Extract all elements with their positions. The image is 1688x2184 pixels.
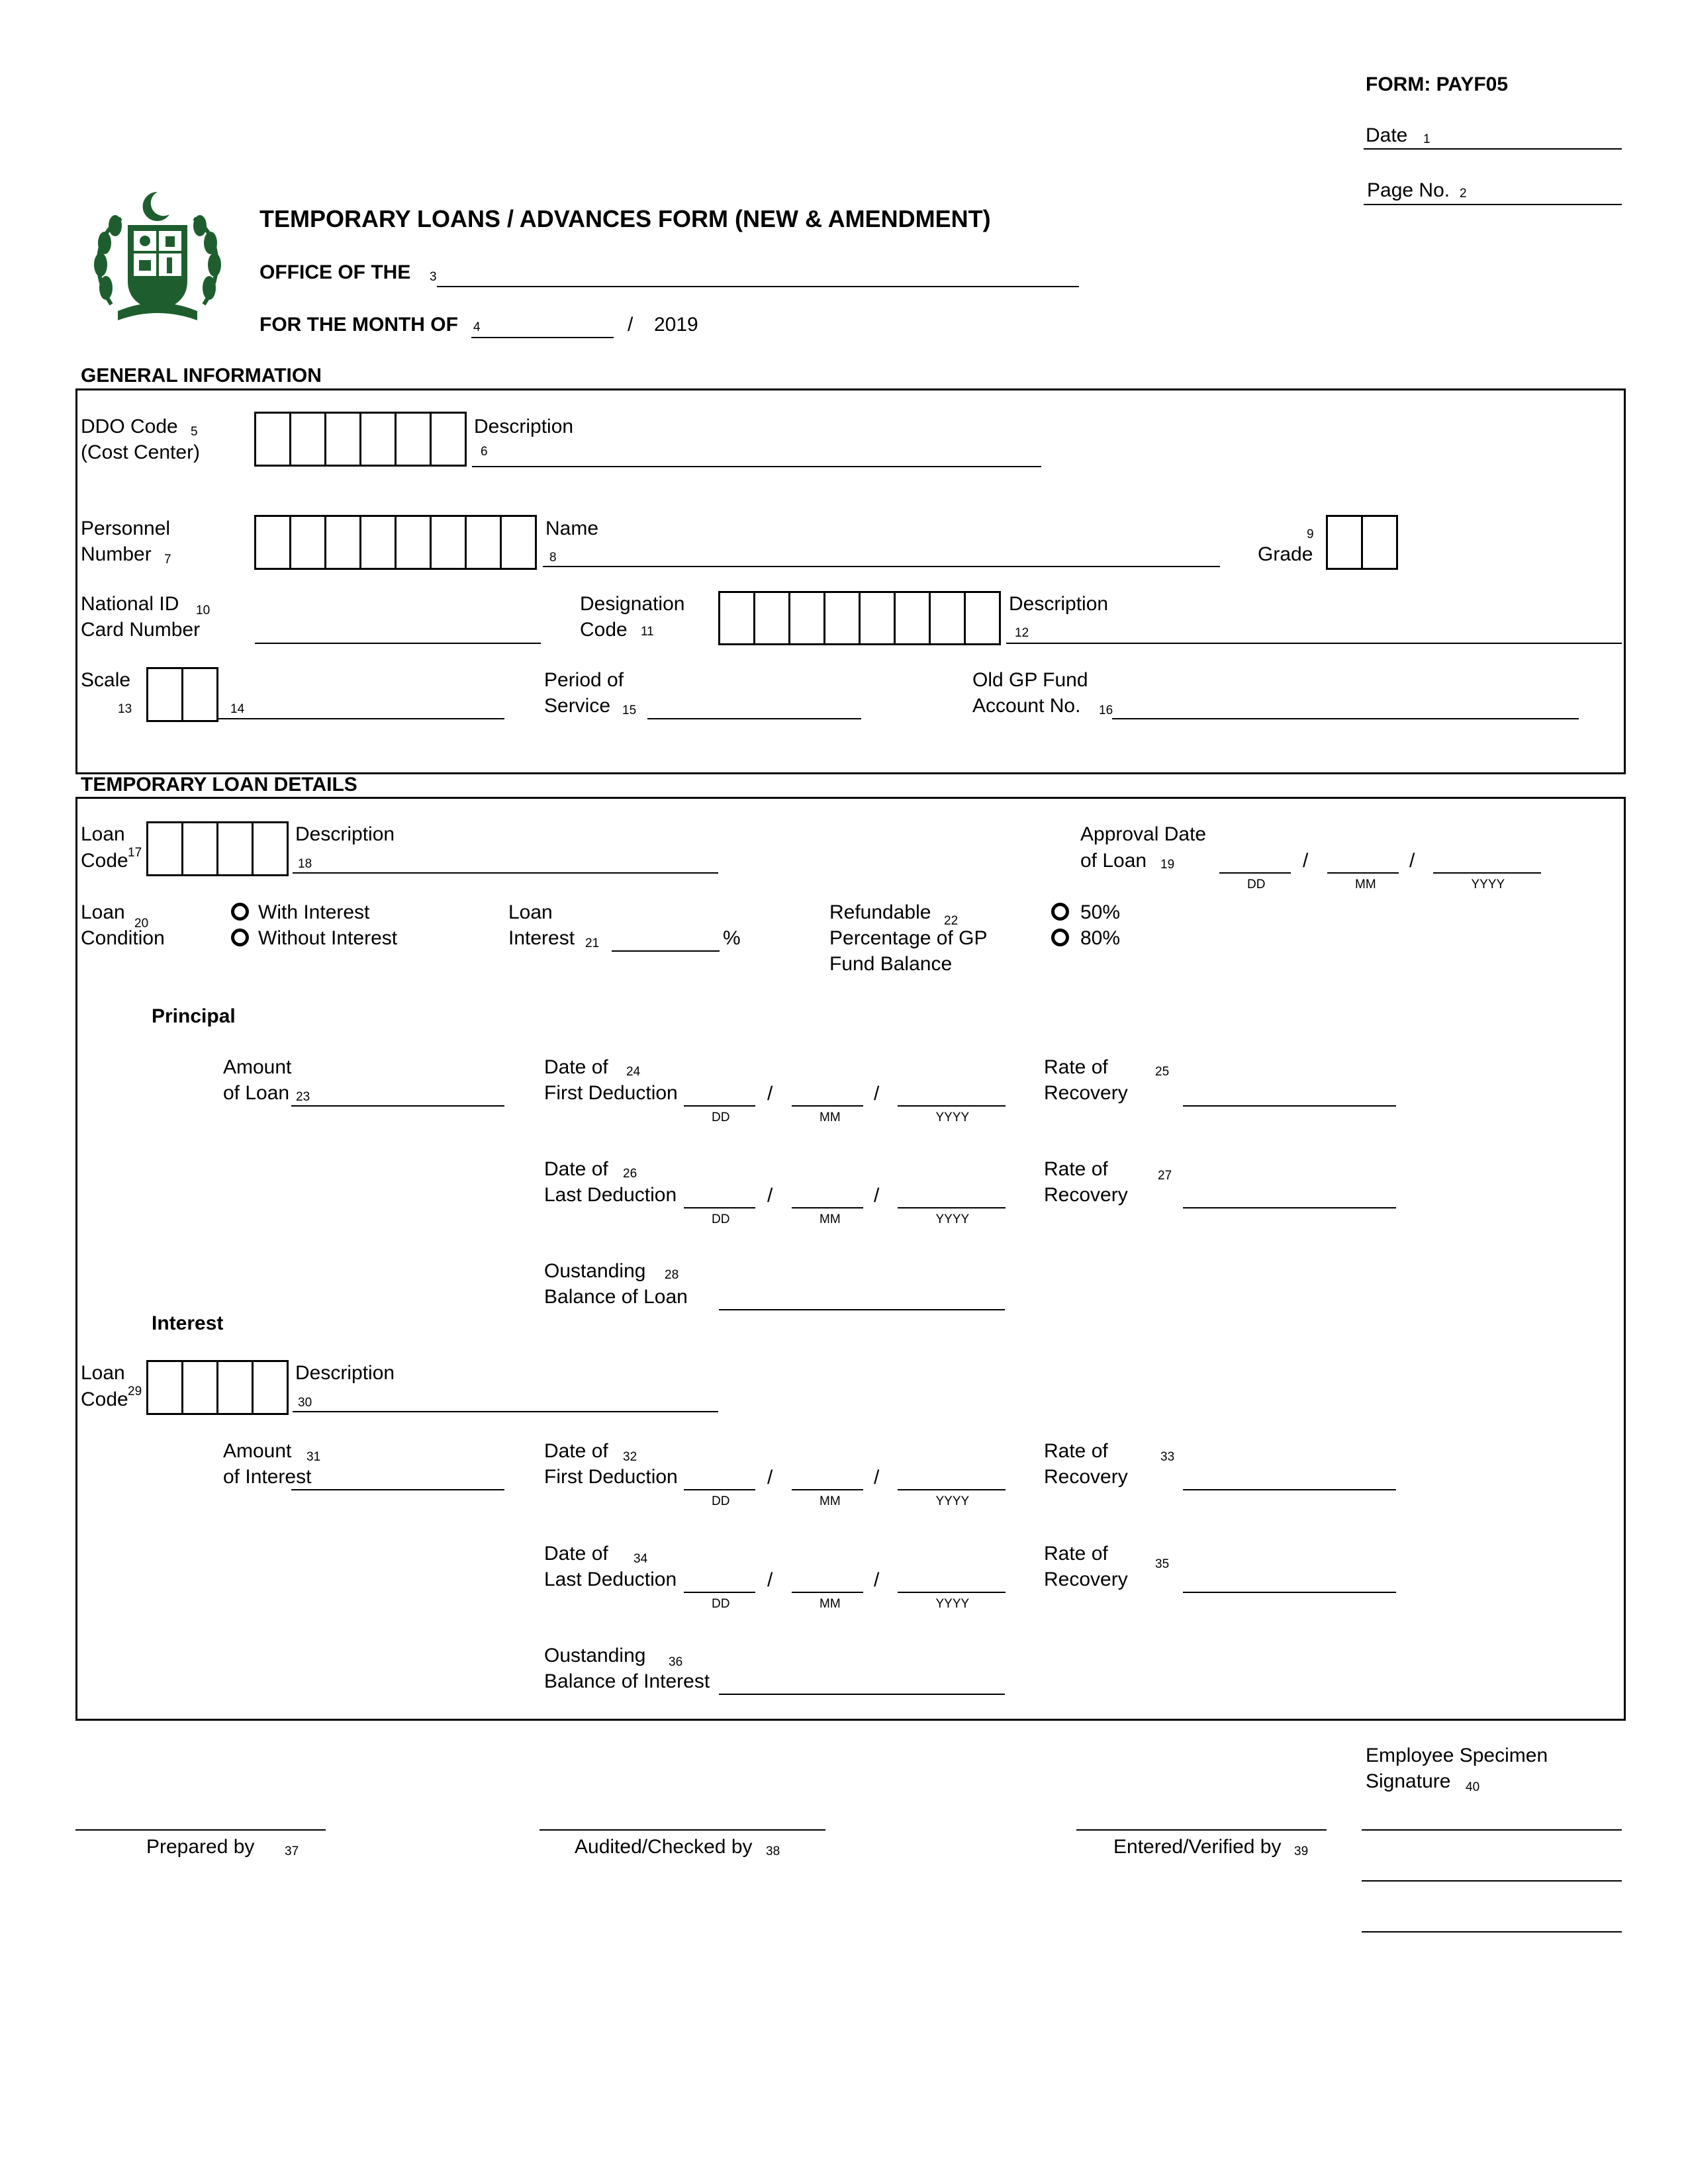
entered-by-label: Entered/Verified by (1113, 1836, 1282, 1858)
interest-rate-2-recovery: Recovery (1044, 1569, 1128, 1590)
date-yyyy-line[interactable] (898, 1489, 1006, 1490)
ddo-code-label: DDO Code (81, 416, 178, 437)
scale-label: Scale (81, 669, 131, 691)
page-no-ref: 2 (1460, 187, 1467, 201)
loan-condition-label-2: Condition (81, 927, 165, 949)
interest-last-date-ref: 34 (633, 1552, 648, 1566)
prepared-by-label: Prepared by (146, 1836, 255, 1858)
amount-of-loan-label-2: of Loan (223, 1082, 290, 1104)
interest-description-line[interactable] (293, 1411, 718, 1412)
loan-code-label: Loan (81, 823, 125, 845)
audited-by-ref: 38 (766, 1844, 780, 1858)
ddo-code-cell[interactable] (289, 412, 326, 467)
date-dd-caption: DD (712, 1111, 730, 1124)
date-mm-line[interactable] (792, 1489, 863, 1490)
interest-loan-code-cell[interactable] (146, 1360, 183, 1415)
ddo-description-line[interactable] (472, 466, 1041, 467)
principal-rate-1-line[interactable] (1183, 1105, 1396, 1107)
interest-first-date-ref: 32 (623, 1450, 637, 1464)
date-slash: / (767, 1467, 773, 1488)
loan-condition-ref: 20 (134, 917, 149, 931)
date-mm-caption: MM (820, 1111, 841, 1124)
personnel-number-cell[interactable] (430, 515, 467, 570)
gp-fund-ref: 16 (1099, 704, 1113, 717)
designation-code-cell[interactable] (753, 591, 790, 645)
principal-rate-1-label: Rate of (1044, 1056, 1108, 1078)
card-number-label: Card Number (81, 619, 201, 641)
amount-of-interest-line[interactable] (291, 1489, 504, 1490)
designation-description-ref: 12 (1015, 626, 1029, 640)
interest-rate-1-line[interactable] (1183, 1489, 1396, 1490)
interest-loan-code-label-2: Code (81, 1388, 128, 1410)
gp-fund-account-line[interactable] (1112, 718, 1579, 719)
with-interest-radio[interactable] (231, 903, 249, 921)
amount-of-interest-ref: 31 (306, 1450, 321, 1464)
loan-interest-label-2: Interest (508, 927, 575, 949)
fund-balance-label: Fund Balance (829, 953, 953, 975)
interest-description-label: Description (295, 1362, 395, 1384)
interest-first-deduction-label: First Deduction (544, 1466, 678, 1488)
date-slash: / (767, 1083, 773, 1105)
scale-cell[interactable] (181, 667, 218, 722)
outstanding-interest-label: Oustanding (544, 1645, 646, 1666)
account-no-label: Account No. (972, 695, 1081, 717)
designation-code-cell[interactable] (788, 591, 825, 645)
date-ref: 1 (1423, 132, 1430, 146)
designation-ref: 11 (641, 625, 654, 639)
interest-rate-1-recovery: Recovery (1044, 1466, 1128, 1488)
date-dd-line[interactable] (684, 1207, 755, 1208)
date-slash: / (767, 1569, 773, 1591)
outstanding-interest-ref: 36 (669, 1655, 683, 1669)
principal-first-date-ref: 24 (626, 1065, 641, 1079)
loan-interest-ref: 21 (585, 936, 600, 950)
with-interest-label: With Interest (258, 901, 370, 923)
amount-of-loan-label: Amount (223, 1056, 292, 1078)
principal-heading: Principal (152, 1005, 236, 1027)
of-loan-label: of Loan (1080, 850, 1147, 872)
designation-code-cell[interactable] (718, 591, 755, 645)
interest-heading: Interest (152, 1312, 224, 1334)
month-label: FOR THE MONTH OF (259, 314, 458, 336)
designation-code-cell[interactable] (823, 591, 861, 645)
interest-rate-1-ref: 33 (1160, 1450, 1175, 1464)
grade-label: Grade (1258, 543, 1313, 565)
interest-rate-2-line[interactable] (1183, 1592, 1396, 1593)
principal-last-date-label: Date of (544, 1158, 608, 1180)
audited-by-label: Audited/Checked by (575, 1836, 753, 1858)
refundable-label: Refundable (829, 901, 931, 923)
period-ref: 15 (622, 704, 637, 717)
date-slash: / (874, 1569, 880, 1591)
grade-cell[interactable] (1361, 515, 1398, 570)
interest-loan-code-cell[interactable] (252, 1360, 289, 1415)
name-ref: 8 (549, 551, 557, 565)
grade-ref: 9 (1307, 527, 1314, 541)
date-yyyy-caption: YYYY (935, 1494, 970, 1508)
loan-interest-label: Loan (508, 901, 553, 923)
without-interest-radio[interactable] (231, 929, 249, 946)
designation-description-line[interactable] (1006, 643, 1622, 644)
date-yyyy-line[interactable] (898, 1207, 1006, 1208)
refund-50-radio[interactable] (1051, 903, 1069, 921)
scale-description-line[interactable] (218, 718, 504, 719)
refund-50-label: 50% (1080, 901, 1121, 923)
national-id-line[interactable] (255, 643, 541, 644)
without-interest-label: Without Interest (258, 927, 398, 949)
principal-rate-2-ref: 27 (1158, 1169, 1172, 1183)
amount-of-loan-ref: 23 (296, 1090, 310, 1104)
interest-last-date-label: Date of (544, 1543, 608, 1565)
outstanding-loan-ref: 28 (665, 1268, 679, 1282)
date-mm-line[interactable] (1327, 872, 1399, 874)
scale-ref: 13 (118, 702, 132, 716)
loan-details-heading: TEMPORARY LOAN DETAILS (81, 774, 357, 796)
principal-rate-1-ref: 25 (1155, 1065, 1170, 1079)
date-mm-line[interactable] (792, 1207, 863, 1208)
interest-loan-code-label: Loan (81, 1362, 125, 1384)
date-yyyy-caption: YYYY (935, 1212, 970, 1226)
loan-description-label: Description (295, 823, 395, 845)
refund-80-radio[interactable] (1051, 929, 1069, 946)
date-mm-caption: MM (1355, 878, 1376, 891)
balance-of-loan-line[interactable] (719, 1309, 1005, 1310)
specimen-ref: 40 (1466, 1780, 1480, 1794)
personnel-number-cell[interactable] (289, 515, 326, 570)
office-line[interactable] (437, 286, 1079, 287)
month-line[interactable] (471, 337, 614, 338)
date-slash: / (1409, 850, 1415, 872)
date-yyyy-line[interactable] (1433, 872, 1541, 874)
ddo-code-ref: 5 (191, 425, 198, 439)
refundable-ref: 22 (944, 914, 959, 928)
date-mm-caption: MM (820, 1212, 841, 1226)
designation-code-cell[interactable] (894, 591, 931, 645)
loan-code-cell[interactable] (252, 821, 289, 876)
personnel-label: Personnel (81, 518, 171, 539)
specimen-signature-line-1[interactable] (1362, 1829, 1622, 1831)
ddo-code-cell[interactable] (395, 412, 432, 467)
interest-loan-code-ref: 29 (128, 1385, 142, 1398)
loan-code-cell[interactable] (146, 821, 183, 876)
date-mm-caption: MM (820, 1597, 841, 1611)
ddo-code-cell[interactable] (254, 412, 291, 467)
interest-rate-2-label: Rate of (1044, 1543, 1108, 1565)
amount-of-loan-line[interactable] (291, 1105, 504, 1107)
personnel-number-cell[interactable] (324, 515, 361, 570)
loan-description-line[interactable] (293, 872, 718, 874)
date-yyyy-line[interactable] (898, 1105, 1006, 1107)
ddo-code-cell[interactable] (359, 412, 397, 467)
date-dd-caption: DD (712, 1212, 730, 1226)
period-of-label: Period of (544, 669, 624, 691)
loan-code-cell[interactable] (181, 821, 218, 876)
general-info-heading: GENERAL INFORMATION (81, 365, 322, 387)
refund-80-label: 80% (1080, 927, 1121, 949)
interest-last-deduction-label: Last Deduction (544, 1569, 677, 1590)
loan-code-label-2: Code (81, 850, 128, 872)
date-dd-caption: DD (1247, 878, 1266, 891)
designation-description-label: Description (1009, 593, 1109, 615)
interest-loan-code-cell[interactable] (181, 1360, 218, 1415)
interest-loan-code-cell[interactable] (216, 1360, 254, 1415)
date-mm-caption: MM (820, 1494, 841, 1508)
personnel-number-cell[interactable] (359, 515, 397, 570)
personnel-number-cell[interactable] (254, 515, 291, 570)
percent-sign: % (723, 927, 741, 949)
office-ref: 3 (430, 270, 437, 284)
scale-cell[interactable] (146, 667, 183, 722)
page-no-line[interactable] (1364, 204, 1622, 205)
interest-rate-2-ref: 35 (1155, 1557, 1170, 1571)
specimen-signature-line-2[interactable] (1362, 1880, 1622, 1882)
entered-by-ref: 39 (1294, 1844, 1309, 1858)
interest-rate-1-label: Rate of (1044, 1440, 1108, 1462)
amount-of-interest-label: Amount (223, 1440, 292, 1462)
audited-by-line[interactable] (539, 1829, 825, 1831)
service-label: Service (544, 695, 611, 717)
interest-description-ref: 30 (298, 1396, 312, 1410)
approval-date-label: Approval Date (1080, 823, 1207, 845)
balance-of-interest-label: Balance of Interest (544, 1670, 710, 1692)
form-code: FORM: PAYF05 (1366, 73, 1509, 95)
loan-condition-label: Loan (81, 901, 125, 923)
date-dd-line[interactable] (684, 1489, 755, 1490)
date-yyyy-line[interactable] (898, 1592, 1006, 1593)
prepared-by-line[interactable] (75, 1829, 326, 1831)
date-slash: / (874, 1083, 880, 1105)
government-emblem-icon (91, 189, 224, 328)
date-dd-caption: DD (712, 1597, 730, 1611)
personnel-number-label: Number (81, 543, 152, 565)
name-line[interactable] (543, 566, 1220, 567)
principal-first-deduction-label: First Deduction (544, 1082, 678, 1104)
period-of-service-line[interactable] (647, 718, 861, 719)
old-gp-fund-label: Old GP Fund (972, 669, 1088, 691)
outstanding-loan-label: Oustanding (544, 1260, 646, 1282)
principal-rate-2-line[interactable] (1183, 1207, 1396, 1208)
designation-code-cell[interactable] (964, 591, 1001, 645)
specimen-signature-label: Signature (1366, 1770, 1451, 1792)
date-mm-line[interactable] (792, 1592, 863, 1593)
office-label: OFFICE OF THE (259, 261, 411, 283)
name-label: Name (545, 518, 599, 539)
prepared-by-ref: 37 (285, 1844, 299, 1858)
month-separator: / (628, 314, 633, 336)
date-line[interactable] (1364, 148, 1622, 150)
personnel-number-cell[interactable] (395, 515, 432, 570)
designation-code-cell[interactable] (929, 591, 966, 645)
entered-by-line[interactable] (1076, 1829, 1327, 1831)
grade-cell[interactable] (1326, 515, 1363, 570)
date-yyyy-caption: YYYY (935, 1111, 970, 1124)
scale-description-ref: 14 (230, 702, 245, 716)
page-no-label: Page No. (1367, 179, 1450, 201)
percentage-gp-label: Percentage of GP (829, 927, 988, 949)
date-yyyy-caption: YYYY (935, 1597, 970, 1611)
designation-label: Designation (580, 593, 685, 615)
date-slash: / (874, 1185, 880, 1206)
balance-of-loan-label: Balance of Loan (544, 1286, 688, 1308)
date-mm-line[interactable] (792, 1105, 863, 1107)
interest-first-date-label: Date of (544, 1440, 608, 1462)
date-slash: / (874, 1467, 880, 1488)
loan-code-ref: 17 (128, 846, 142, 860)
ddo-code-cell[interactable] (324, 412, 361, 467)
cost-center-label: (Cost Center) (81, 441, 201, 463)
date-label: Date (1366, 124, 1408, 146)
month-ref: 4 (473, 320, 481, 334)
designation-code-cell[interactable] (859, 591, 896, 645)
year-value: 2019 (654, 314, 698, 336)
national-id-ref: 10 (196, 604, 211, 617)
specimen-signature-line-3[interactable] (1362, 1931, 1622, 1933)
principal-first-date-label: Date of (544, 1056, 608, 1078)
date-slash: / (767, 1185, 773, 1206)
date-yyyy-caption: YYYY (1471, 878, 1505, 891)
national-id-label: National ID (81, 593, 179, 615)
approval-date-ref: 19 (1160, 858, 1175, 872)
date-dd-line[interactable] (684, 1592, 755, 1593)
ddo-code-cell[interactable] (430, 412, 467, 467)
ddo-description-ref: 6 (481, 445, 488, 459)
date-slash: / (1303, 850, 1309, 872)
loan-interest-line[interactable] (612, 950, 720, 952)
date-dd-line[interactable] (684, 1105, 755, 1107)
date-dd-line[interactable] (1219, 872, 1291, 874)
personnel-ref: 7 (164, 553, 171, 567)
personnel-number-cell[interactable] (500, 515, 537, 570)
balance-of-interest-line[interactable] (719, 1694, 1005, 1695)
principal-rate-1-recovery: Recovery (1044, 1082, 1128, 1104)
designation-code-label: Code (580, 619, 628, 641)
personnel-number-cell[interactable] (465, 515, 502, 570)
principal-rate-2-label: Rate of (1044, 1158, 1108, 1180)
loan-description-ref: 18 (298, 857, 312, 871)
specimen-label: Employee Specimen (1366, 1745, 1548, 1766)
loan-code-cell[interactable] (216, 821, 254, 876)
date-dd-caption: DD (712, 1494, 730, 1508)
form-title: TEMPORARY LOANS / ADVANCES FORM (NEW & AMENDMENT) (259, 205, 991, 232)
principal-last-date-ref: 26 (623, 1167, 637, 1181)
amount-of-interest-label-2: of Interest (223, 1466, 312, 1488)
ddo-description-label: Description (474, 416, 574, 437)
principal-rate-2-recovery: Recovery (1044, 1184, 1128, 1206)
principal-last-deduction-label: Last Deduction (544, 1184, 677, 1206)
